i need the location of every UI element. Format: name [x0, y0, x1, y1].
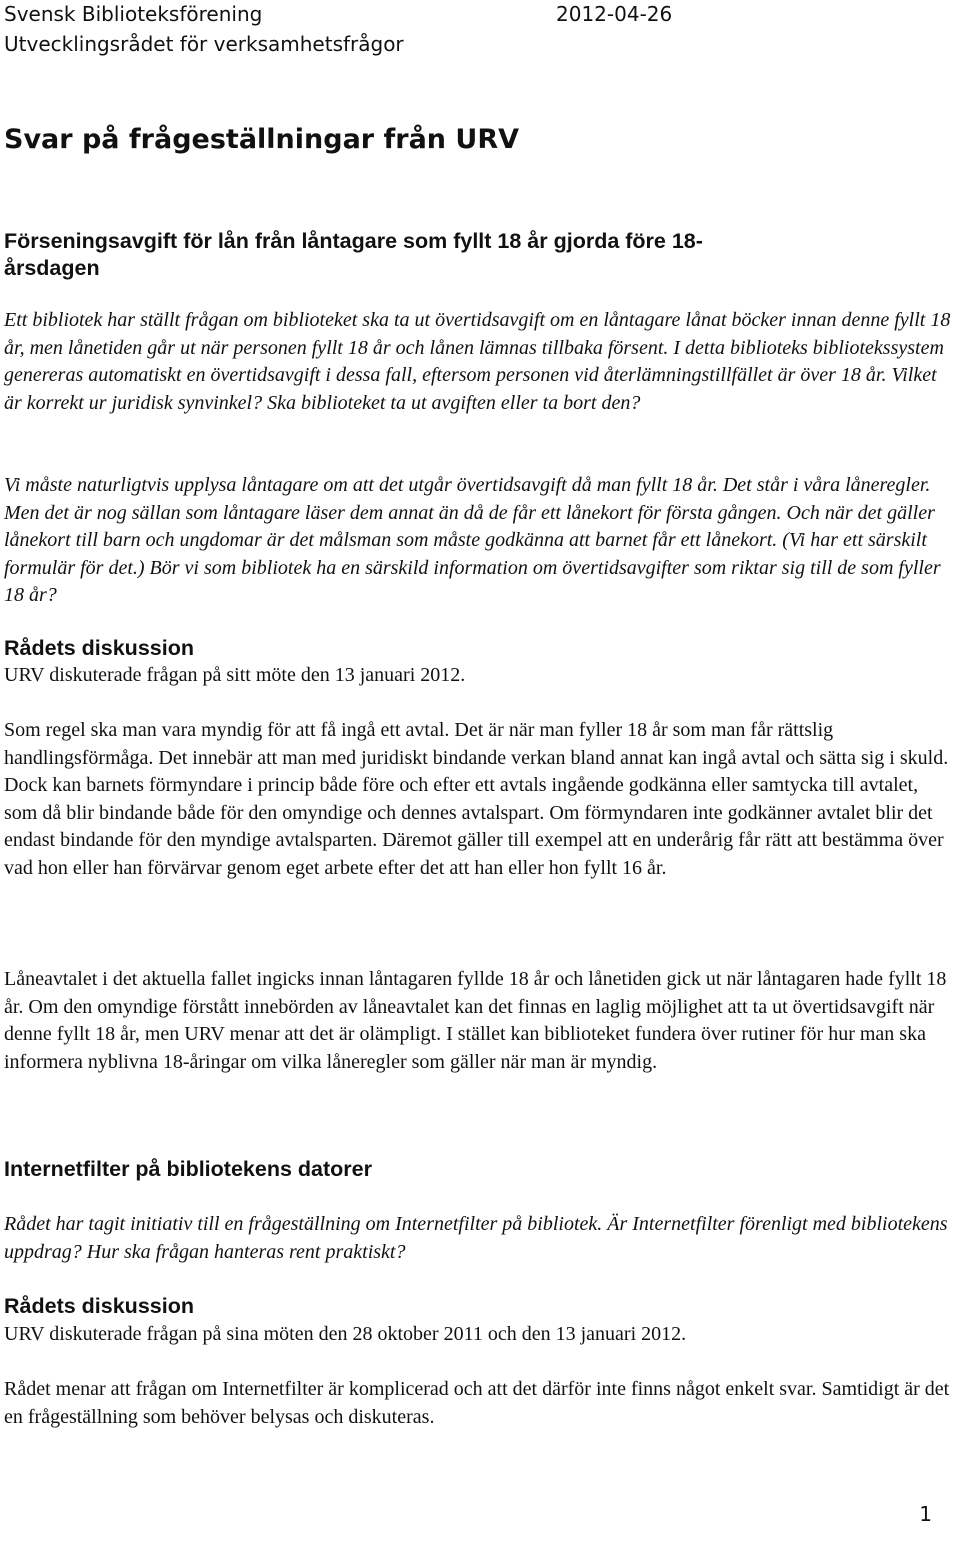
- page-title: Svar på frågeställningar från URV: [4, 124, 520, 155]
- section1-body-paragraph-2: Låneavtalet i det aktuella fallet ingicks innan låntagaren fyllde 18 år och lånetiden gick ut när låntagaren hade fyllt 18 år. Om den omyndige förstått innebörden av låneavtalet kan det finnas en laglig möjlighet att ta ut övertidsavgift när denne fyllt 18 år, men URV menar att det är olämpligt. I stället kan biblioteket fundera över rutiner för hur man ska informera nyblivna 18-åringar om vilka låneregler som gäller när man är myndig.: [4, 968, 947, 1073]
- section2-discussion-date: URV diskuterade frågan på sina möten den 28 oktober 2011 och den 13 januari 2012.: [4, 1323, 687, 1345]
- header-organization: Svensk Biblioteksförening: [4, 2, 263, 26]
- section1-followup: Vi måste naturligtvis upplysa låntagare om att det utgår övertidsavgift då man fyllt 18 år. Det står i våra låneregler. Men det är nog sällan som låntagare läser dem annat än då de får ett lånekort för första gången. Och när det gäller lånekort till barn och ungdomar är det målsman som måste godkänna att barnet får ett lånekort. (Vi har ett särskilt formulär för det.) Bör vi som bibliotek ha en särskild information om övertidsavgifter som riktar sig till de som fyller 18 år?: [4, 474, 941, 606]
- section2-question: Rådet har tagit initiativ till en frågeställning om Internetfilter på bibliotek. Är Internetfilter förenligt med bibliotekens uppdrag? Hur ska frågan hanteras rent praktiskt?: [4, 1213, 948, 1263]
- header-council: Utvecklingsrådet för verksamhetsfrågor: [4, 32, 404, 56]
- section2-body-paragraph-1: Rådet menar att frågan om Internetfilter är komplicerad och att det därför inte finns något enkelt svar. Samtidigt är det en frågeställning som behöver belysas och diskuteras.: [4, 1378, 950, 1428]
- section1-heading: Förseningsavgift för lån från låntagare som fyllt 18 år gjorda före 18- årsdagen: [4, 229, 703, 280]
- section1-question: Ett bibliotek har ställt frågan om biblioteket ska ta ut övertidsavgift om en låntagare lånat böcker innan denne fyllt 18 år, men lånetiden går ut när personen fyllt 18 år och lånen lämnas tillbaka försent. I detta biblioteks bibliotekssystem genereras automatiskt en övertidsavgift i dessa fall, eftersom personen vid återlämningstillfället är över 18 år. Vilket är korrekt ur juridisk synvinkel? Ska biblioteket ta ut avgiften eller ta bort den?: [4, 309, 951, 414]
- section1-discussion-heading: Rådets diskussion: [4, 636, 194, 660]
- section2-heading: Internetfilter på bibliotekens datorer: [4, 1157, 372, 1181]
- page-number: 1: [919, 1502, 932, 1526]
- section1-body-paragraph-1: Som regel ska man vara myndig för att få ingå ett avtal. Det är när man fyller 18 år som man får rättslig handlingsförmåga. Det innebär att man med juridiskt bindande verkan bland annat kan ingå avtal och sätta sig i skuld. Dock kan barnets förmyndare i princip både före och efter ett avtals ingående godkänna eller samtycka till avtalet, som då blir bindande både för den omyndige och dennes avtalspart. Om förmyndaren inte godkänner avtalet blir det endast bindande för den myndige avtalsparten. Däremot gäller till exempel att en underårig får rätt att bestämma över vad hon eller han förvärvar genom eget arbete efter det att han eller hon fyllt 16 år.: [4, 719, 949, 879]
- header-date: 2012-04-26: [556, 2, 673, 26]
- section2-discussion-heading: Rådets diskussion: [4, 1294, 194, 1318]
- section1-discussion-date: URV diskuterade frågan på sitt möte den 13 januari 2012.: [4, 664, 466, 686]
